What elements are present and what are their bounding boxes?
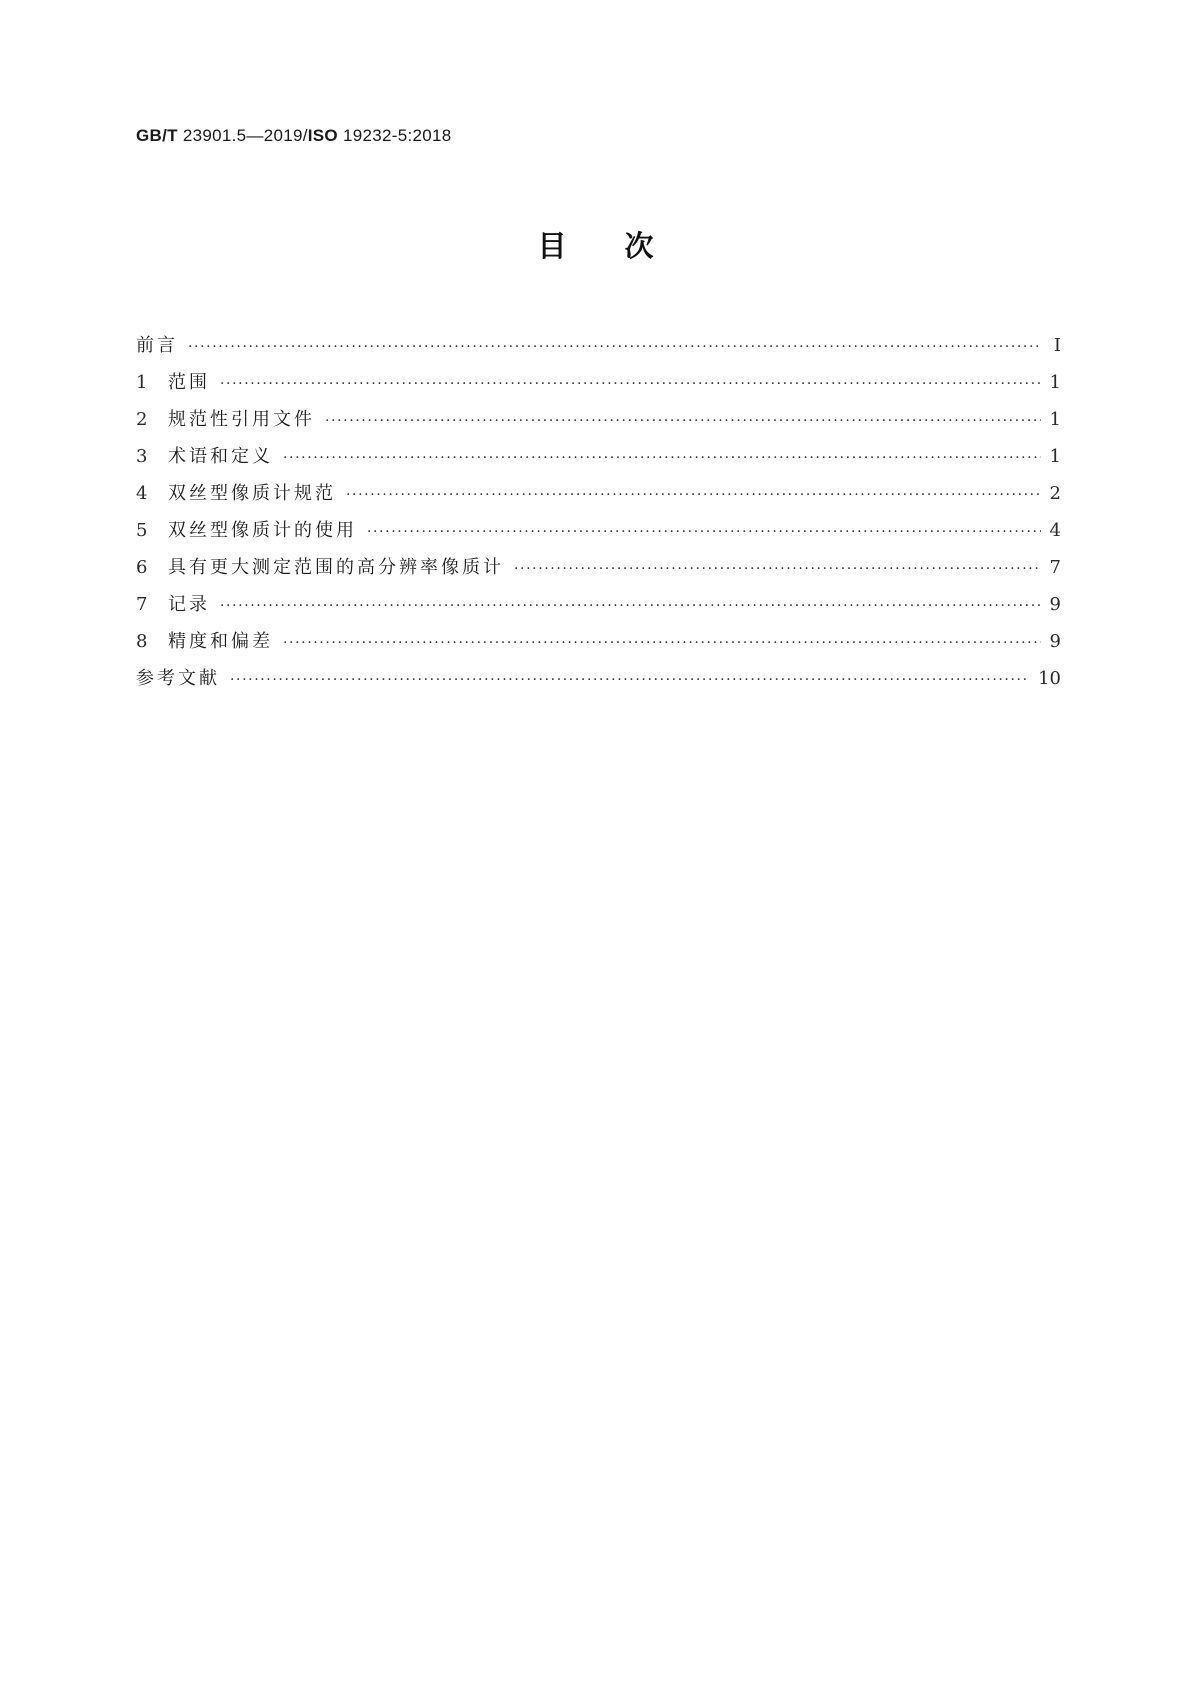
toc-entry-1[interactable] [136, 364, 1061, 401]
toc-leader-dots [367, 514, 1041, 549]
toc-leader-dots [325, 403, 1041, 438]
toc-entry-number: 1 [136, 372, 148, 393]
toc-entry-8[interactable] [136, 623, 1061, 660]
toc-leader-dots [188, 329, 1041, 364]
toc-entry-title: 范围 [168, 372, 210, 393]
toc-entry-number: 5 [136, 520, 148, 541]
std-number: 23901.5—2019/ [182, 126, 308, 145]
toc-entry-number: 6 [136, 557, 148, 578]
toc-entry-title: 参考文献 [136, 668, 220, 689]
toc-entry-foreword[interactable] [136, 327, 1061, 364]
toc-entry-page: 1 [1049, 409, 1061, 430]
toc-entry-title: 双丝型像质计的使用 [168, 520, 357, 541]
iso-number: 19232-5:2018 [342, 126, 452, 145]
toc-leader-dots [514, 551, 1041, 586]
toc-entry-page: Ⅰ [1053, 335, 1061, 356]
toc-entry-title: 精度和偏差 [168, 631, 273, 652]
toc-entry-title: 记录 [168, 594, 210, 615]
toc-entry-page: 1 [1049, 446, 1061, 467]
standard-code-header [136, 126, 452, 146]
toc-entry-title: 双丝型像质计规范 [168, 483, 336, 504]
toc-entry-page: 1 [1049, 372, 1061, 393]
toc-entry-number: 8 [136, 631, 148, 652]
toc-entry-3[interactable] [136, 438, 1061, 475]
toc-entry-page: 9 [1049, 631, 1061, 652]
page-title: 目次 [537, 229, 712, 263]
toc-entry-number: 2 [136, 409, 148, 430]
toc-entry-page: 7 [1049, 557, 1061, 578]
toc-entry-5[interactable] [136, 512, 1061, 549]
toc-leader-dots [346, 477, 1041, 512]
toc-entry-title: 具有更大测定范围的高分辨率像质计 [168, 557, 504, 578]
toc-entry-7[interactable] [136, 586, 1061, 623]
toc-entry-title: 规范性引用文件 [168, 409, 315, 430]
toc-leader-dots [283, 440, 1041, 475]
toc-entry-bibliography[interactable] [136, 660, 1061, 697]
toc-entry-number: 3 [136, 446, 148, 467]
table-of-contents [136, 327, 1061, 697]
toc-entry-4[interactable] [136, 475, 1061, 512]
toc-entry-title: 术语和定义 [168, 446, 273, 467]
toc-leader-dots [220, 588, 1041, 623]
toc-entry-page: 10 [1038, 668, 1061, 689]
toc-entry-title: 前言 [136, 335, 178, 356]
toc-entry-6[interactable] [136, 549, 1061, 586]
toc-leader-dots [283, 625, 1041, 660]
toc-entry-page: 4 [1049, 520, 1061, 541]
toc-entry-number: 7 [136, 594, 148, 615]
toc-entry-number: 4 [136, 483, 148, 504]
iso-prefix: ISO [307, 126, 338, 145]
toc-leader-dots [220, 366, 1041, 401]
toc-entry-2[interactable] [136, 401, 1061, 438]
toc-leader-dots [230, 662, 1030, 697]
std-prefix: GB/T [136, 126, 178, 145]
toc-entry-page: 9 [1049, 594, 1061, 615]
toc-entry-page: 2 [1049, 483, 1061, 504]
